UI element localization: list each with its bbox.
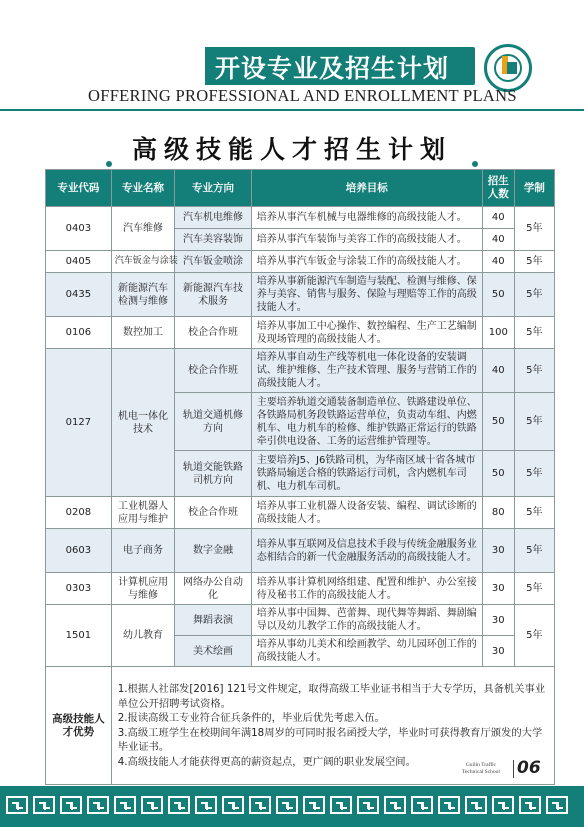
table-row xyxy=(46,273,555,317)
cell-direction: 汽车机电维修 xyxy=(175,207,251,229)
cell-name: 汽车维修 xyxy=(111,207,175,251)
header-cn-title: 开设专业及招生计划 xyxy=(215,54,450,83)
table-row xyxy=(46,349,555,393)
fret-motif-icon xyxy=(60,796,82,814)
cell-years: 5年 xyxy=(514,497,554,529)
cell-count: 40 xyxy=(482,207,514,229)
cell-goal: 培养从事自动生产线等机电一体化设备的安装调试、维护维修、生产技术管理、服务与营销工作的高级技能人才。 xyxy=(251,349,482,393)
cell-years: 5年 xyxy=(514,251,554,273)
header-name: 专业名称 xyxy=(111,170,175,207)
cell-code: 0106 xyxy=(46,317,112,349)
cell-direction: 校企合作班 xyxy=(175,317,251,349)
cell-count: 100 xyxy=(482,317,514,349)
page-number: 06 xyxy=(517,758,541,778)
cell-name: 数控加工 xyxy=(111,317,175,349)
table-row xyxy=(46,207,555,229)
advantage-item: 1.根据人社部发[2016] 121号文件规定，取得高级工毕业证书相当于大专学历，具备机关事业单位公开招聘考试资格。 xyxy=(117,683,546,710)
advantages-label: 高级技能人才优势 xyxy=(46,667,112,785)
cell-count: 30 xyxy=(482,529,514,573)
fret-motif-icon xyxy=(519,796,541,814)
table-row xyxy=(46,317,555,349)
header-code: 专业代码 xyxy=(46,170,112,207)
cell-goal: 培养从事中国舞、芭蕾舞、现代舞等舞蹈、舞剧编导以及幼儿教学工作的高级技能人才。 xyxy=(251,605,482,636)
fret-motif-icon xyxy=(357,796,379,814)
fret-motif-icon xyxy=(276,796,298,814)
cell-years: 5年 xyxy=(514,349,554,393)
cell-name: 新能源汽车检测与维修 xyxy=(111,273,175,317)
cell-direction: 汽车钣金喷涂 xyxy=(175,251,251,273)
advantage-item: 4.高级技能人才能获得更高的薪资起点，更广阔的职业发展空间。 xyxy=(117,755,416,768)
advantage-item: 2.报读高级工专业符合征兵条件的，毕业后优先考虑入伍。 xyxy=(117,712,385,724)
cell-years: 5年 xyxy=(514,317,554,349)
cell-years: 5年 xyxy=(514,451,554,497)
enrollment-table xyxy=(45,169,555,785)
table-row xyxy=(46,573,555,605)
cell-name: 工业机器人应用与维护 xyxy=(111,497,175,529)
page-title: 高级技能人才招生计划 xyxy=(0,130,584,166)
table-row xyxy=(46,529,555,573)
fret-motif-icon xyxy=(384,796,406,814)
table-row xyxy=(46,251,555,273)
cell-years: 5年 xyxy=(514,529,554,573)
header-direction: 专业方向 xyxy=(175,170,251,207)
cell-goal: 培养从事幼儿美术和绘画教学、幼儿园环创工作的高级技能人才。 xyxy=(251,636,482,667)
cell-direction: 网络办公自动化 xyxy=(175,573,251,605)
fret-motif-icon xyxy=(303,796,325,814)
cell-count: 30 xyxy=(482,636,514,667)
cell-count: 50 xyxy=(482,451,514,497)
advantage-item: 3.高级工班学生在校期间年满18周岁的可同时报名函授大学，毕业时可获得教育厅颁发的大学毕业证书。 xyxy=(117,726,543,753)
cell-count: 80 xyxy=(482,497,514,529)
cell-count: 30 xyxy=(482,605,514,636)
fret-motif-icon xyxy=(249,796,271,814)
footer-school-line1: Guilin Traffic xyxy=(465,762,497,768)
cell-count: 40 xyxy=(482,251,514,273)
logo-mark xyxy=(499,56,519,78)
cell-code: 0127 xyxy=(46,349,112,497)
fret-pattern xyxy=(6,796,568,814)
fret-motif-icon xyxy=(87,796,109,814)
fret-motif-icon xyxy=(195,796,217,814)
cell-code: 0405 xyxy=(46,251,112,273)
cell-years: 5年 xyxy=(514,273,554,317)
cell-goal: 培养从事计算机网络组建、配置和维护、办公室接待及秘书工作的高级技能人才。 xyxy=(251,573,482,605)
cell-goal: 培养从事加工中心操作、数控编程、生产工艺编制及现场管理的高级技能人才。 xyxy=(251,317,482,349)
fret-motif-icon xyxy=(168,796,190,814)
cell-years: 5年 xyxy=(514,605,554,667)
school-logo-icon xyxy=(484,44,532,92)
cell-direction: 舞蹈表演 xyxy=(175,605,251,636)
cell-goal: 培养从事汽车机械与电器维修的高级技能人才。 xyxy=(251,207,482,229)
cell-code: 0435 xyxy=(46,273,112,317)
table-row xyxy=(46,605,555,636)
cell-goal: 培养从事互联网及信息技术手段与传统金融服务业态相结合的新一代金融服务活动的高级技能人才。 xyxy=(251,529,482,573)
cell-name: 汽车钣金与涂装 xyxy=(111,251,175,273)
cell-code: 0603 xyxy=(46,529,112,573)
cell-count: 40 xyxy=(482,229,514,251)
table-header-row xyxy=(46,170,555,207)
cell-count: 30 xyxy=(482,573,514,605)
cell-direction: 美术绘画 xyxy=(175,636,251,667)
fret-motif-icon xyxy=(411,796,433,814)
header-goal: 培养目标 xyxy=(251,170,482,207)
cell-name: 幼儿教育 xyxy=(111,605,175,667)
fret-motif-icon xyxy=(330,796,352,814)
cell-direction: 校企合作班 xyxy=(175,349,251,393)
table-row xyxy=(46,497,555,529)
cell-goal: 培养从事工业机器人设备安装、编程、调试诊断的高级技能人才。 xyxy=(251,497,482,529)
fret-motif-icon xyxy=(33,796,55,814)
cell-years: 5年 xyxy=(514,207,554,251)
cell-goal: 培养从事新能源汽车制造与装配、检测与维修、保养与美容、销售与服务、保险与理赔等工作的高级技能人才。 xyxy=(251,273,482,317)
cell-direction: 新能源汽车技术服务 xyxy=(175,273,251,317)
fret-motif-icon xyxy=(114,796,136,814)
cell-goal: 主要培养轨道交通装备制造单位、铁路建设单位、各铁路局机务段铁路运营单位，负责动车组、内燃机车、电力机车的检修、维护铁路正常运行的铁路牵引供电设备、工务的运营维护管理等。 xyxy=(251,393,482,451)
cell-goal: 培养从事汽车装饰与美容工作的高级技能人才。 xyxy=(251,229,482,251)
header-years: 学制 xyxy=(514,170,554,207)
cell-code: 0303 xyxy=(46,573,112,605)
fret-motif-icon xyxy=(465,796,487,814)
fret-motif-icon xyxy=(141,796,163,814)
footer-school-name xyxy=(462,762,500,776)
cell-years: 5年 xyxy=(514,393,554,451)
cell-name: 机电一体化技术 xyxy=(111,349,175,497)
header-count: 招生人数 xyxy=(482,170,514,207)
header-divider xyxy=(0,109,584,111)
cell-direction: 轨道交能铁路司机方向 xyxy=(175,451,251,497)
cell-goal: 培养从事汽车钣金与涂装工作的高级技能人才。 xyxy=(251,251,482,273)
cell-code: 1501 xyxy=(46,605,112,667)
fret-motif-icon xyxy=(492,796,514,814)
cell-goal: 主要培养J5、J6铁路司机，为华南区域十省各城市铁路局输送合格的铁路运行司机，含内燃机车司机、电力机车司机。 xyxy=(251,451,482,497)
cell-direction: 汽车美容装饰 xyxy=(175,229,251,251)
cell-direction: 数字金融 xyxy=(175,529,251,573)
fret-motif-icon xyxy=(6,796,28,814)
cell-name: 计算机应用与维修 xyxy=(111,573,175,605)
cell-years: 5年 xyxy=(514,573,554,605)
fret-motif-icon xyxy=(438,796,460,814)
footer-divider xyxy=(513,760,514,778)
cell-direction: 校企合作班 xyxy=(175,497,251,529)
cell-name: 电子商务 xyxy=(111,529,175,573)
cell-direction: 轨道交通机修方向 xyxy=(175,393,251,451)
footer-school-line2: Technical School xyxy=(462,769,500,775)
cell-code: 0403 xyxy=(46,207,112,251)
fret-motif-icon xyxy=(546,796,568,814)
cell-code: 0208 xyxy=(46,497,112,529)
fret-motif-icon xyxy=(222,796,244,814)
header-en-title: OFFERING PROFESSIONAL AND ENROLLMENT PLANS xyxy=(88,86,517,105)
cell-count: 50 xyxy=(482,273,514,317)
cell-count: 40 xyxy=(482,349,514,393)
cell-count: 50 xyxy=(482,393,514,451)
